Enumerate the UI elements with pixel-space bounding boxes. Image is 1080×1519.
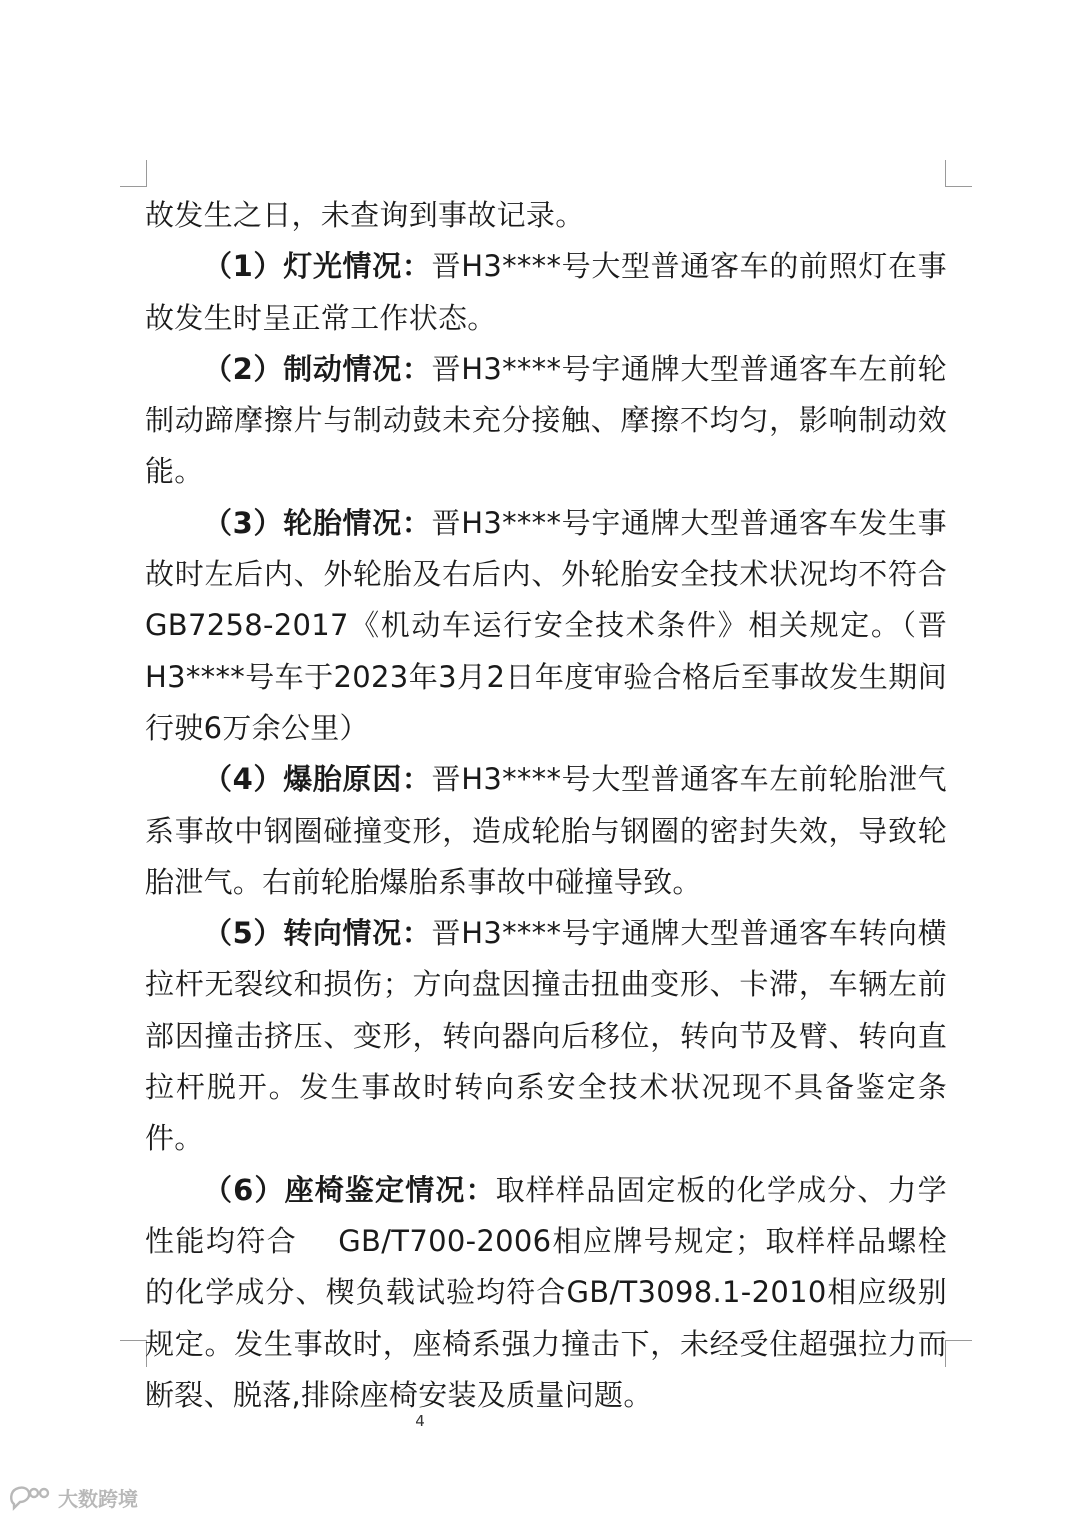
paragraph-text: 晋H3****号宇通牌大型普通客车发生事故时左后内、外轮胎及右后内、外轮胎安全技术状况均不符合GB7258-2017《机动车运行安全技术条件》相关规定。（晋H3****号车于2023年3月2日年度审验合格后至事故发生期间行驶6万余公里） (145, 505, 947, 745)
paragraph-text: 晋H3****号宇通牌大型普通客车左前轮制动蹄摩擦片与制动鼓未充分接触、摩擦不均匀，影响制动效能。 (145, 351, 947, 489)
crop-mark-top-right (945, 160, 972, 187)
watermark-text: 大数跨境 (58, 1486, 138, 1511)
paragraph-text: 故发生之日，未查询到事故记录。 (145, 198, 585, 232)
crop-mark-bottom-left (120, 1340, 147, 1367)
paragraph-lighting (145, 241, 947, 344)
crop-mark-top-left (120, 160, 147, 187)
paragraph-heading: （4）爆胎原因： (203, 762, 432, 797)
paragraph-heading: （2）制动情况： (203, 351, 432, 386)
paragraph-heading: （1）灯光情况： (203, 249, 432, 284)
paragraph-braking (145, 344, 947, 498)
paragraph-seats (145, 1165, 947, 1421)
paragraph-blowout (145, 754, 947, 908)
crop-mark-bottom-right (945, 1340, 972, 1367)
paragraph-heading: （3）轮胎情况： (203, 505, 432, 540)
document-body (145, 190, 947, 1421)
paragraph-text: 取样样品固定板的化学成分、力学性能均符合 GB/T700-2006相应牌号规定；取样样品螺栓的化学成分、楔负载试验均符合GB/T3098.1-2010相应级别规定。发生事故时，座椅系强力撞击下，未经受住超强拉力而断裂、脱落,排除座椅安装及质量问题。 (145, 1172, 947, 1412)
watermark (8, 1482, 138, 1512)
chat-bubble-logo-icon (8, 1482, 54, 1512)
paragraph-tires (145, 498, 947, 754)
paragraph-text: 晋H3****号大型普通客车左前轮胎泄气系事故中钢圈碰撞变形，造成轮胎与钢圈的密封失效，导致轮胎泄气。右前轮胎爆胎系事故中碰撞导致。 (145, 762, 947, 899)
paragraph-continuation (145, 190, 947, 241)
page-number: 4 (415, 1412, 425, 1430)
paragraph-heading: （5）转向情况： (203, 916, 432, 951)
paragraph-steering (145, 908, 947, 1164)
paragraph-heading: （6）座椅鉴定情况： (203, 1172, 496, 1207)
paragraph-text: 晋H3****号宇通牌大型普通客车转向横拉杆无裂纹和损伤；方向盘因撞击扭曲变形、卡滞，车辆左前部因撞击挤压、变形，转向器向后移位，转向节及臂、转向直拉杆脱开。发生事故时转向系安全技术状况现不具备鉴定条件。 (145, 916, 947, 1156)
paragraph-text: 晋H3****号大型普通客车的前照灯在事故发生时呈正常工作状态。 (145, 249, 947, 335)
